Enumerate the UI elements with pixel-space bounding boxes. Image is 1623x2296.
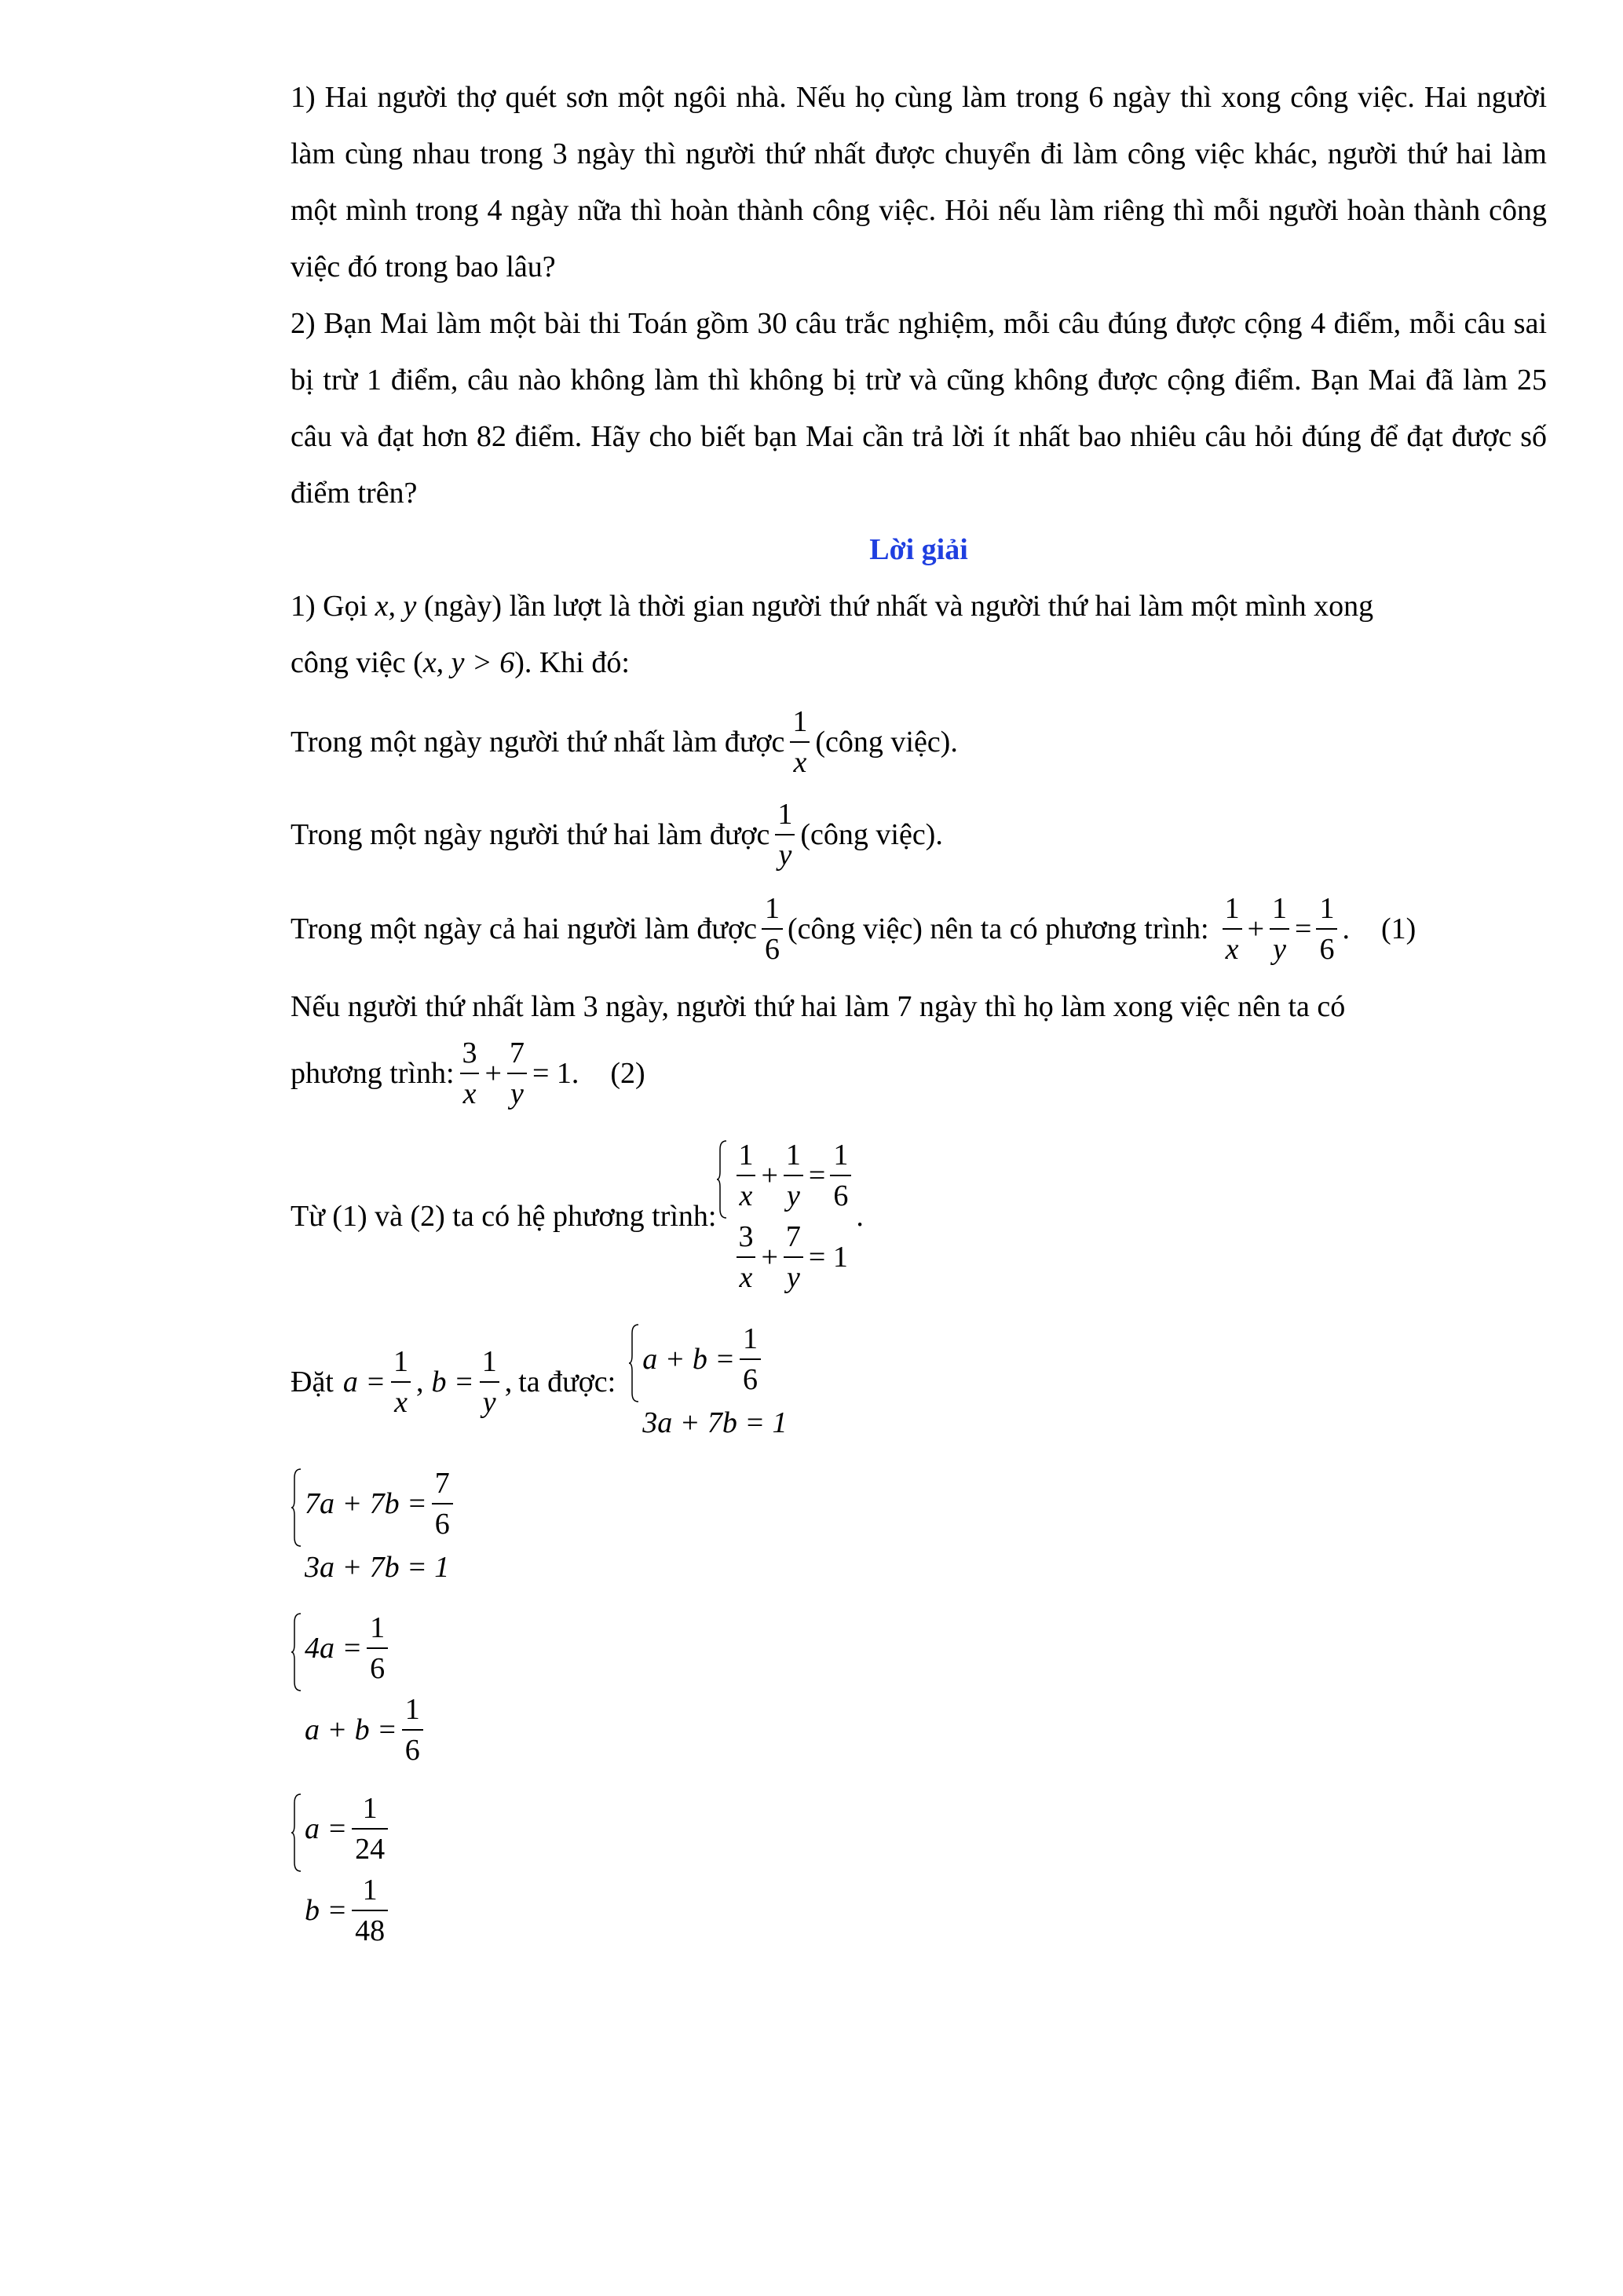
- equation-system-ab: a + b = $\frac{1}{6}$ 3a + 7b = 1: [628, 1324, 787, 1440]
- system-step-1: 7a + 7b = $\frac{7}{6}$ 3a + 7b = 1: [291, 1468, 1547, 1585]
- equation-system-xy: $\frac{1}{x}$ + $\frac{1}{y}$ = $\frac{1}{6}$ $\frac{3}{x}$ + $\frac{7}{y}$ = 1: [716, 1140, 856, 1292]
- fraction-1-over-6: $\frac{1}{6}$: [762, 894, 783, 964]
- condition-line: Nếu người thứ nhất làm 3 ngày, người thứ hai làm 7 ngày thì họ làm xong việc nên ta có: [291, 990, 1346, 1023]
- system-line: Từ (1) và (2) ta có hệ phương trình: $\frac{1}{x}$ + $\frac{1}{y}$ = $\frac{1}{6}$ $\frac{3}{x}$ + $\frac{7}{y}$ = 1 .: [291, 1139, 864, 1294]
- problem-1: 1) Hai người thợ quét sơn một ngôi nhà. Nếu họ cùng làm trong 6 ngày thì xong công việc. Hai người làm cùng nhau trong 3 ngày thì người thứ nhất được chuyển đi làm công việc khác, người thứ hai làm một mình trong 4 ngày nữa thì hoàn thành công việc. Hỏi nếu làm riêng thì mỗi người hoàn thành công việc đó trong bao lâu?: [291, 81, 1547, 283]
- solution-heading: Lời giải: [869, 533, 968, 566]
- substitution-line: Đặt a = $\frac{1}{x}$ , b = $\frac{1}{y}$ , ta được: a + b = $\frac{1}{6}$ 3a + 7b = 1: [291, 1322, 788, 1439]
- equation-2-line: phương trình: $\frac{3}{x}$ + $\frac{7}{y}$ = 1 . (2): [291, 1036, 645, 1110]
- problem-2: 2) Bạn Mai làm một bài thi Toán gồm 30 câu trắc nghiệm, mỗi câu đúng được cộng 4 điểm, mỗi câu sai bị trừ 1 điểm, câu nào không làm thì không bị trừ và cũng không được cộng điểm. Bạn Mai đã làm 25 câu và đạt hơn 82 điểm. Hãy cho biết bạn Mai cần trả lời ít nhất bao nhiêu câu hỏi đúng để đạt được số điểm trên?: [291, 307, 1547, 510]
- solution-intro: 1) Gọi x, y (ngày) lần lượt là thời gian người thứ nhất và người thứ hai làm một mình xong công việc (x, y > 6). Khi đó:: [291, 590, 1374, 679]
- rate-first-worker: Trong một ngày người thứ nhất làm được $\frac{1}{x}$ (công việc).: [291, 705, 958, 779]
- fraction-1-over-x: $\frac{1}{x}$: [789, 707, 810, 777]
- equation-1-line: Trong một ngày cả hai người làm được $\frac{1}{6}$ (công việc) nên ta có phương trình: $\frac{1}{x}$ + $\frac{1}{y}$ = $\frac{1}{6}$ . (1): [291, 892, 1416, 966]
- fraction-1-over-y: $\frac{1}{y}$: [774, 799, 795, 870]
- system-step-3: a = $\frac{1}{24}$ b = $\frac{1}{48}$: [291, 1793, 1547, 1946]
- rate-second-worker: Trong một ngày người thứ hai làm được $\frac{1}{y}$ (công việc).: [291, 798, 943, 872]
- document-page: [291, 69, 1547, 1946]
- system-step-2: 4a = $\frac{1}{6}$ a + b = $\frac{1}{6}$: [291, 1613, 1547, 1765]
